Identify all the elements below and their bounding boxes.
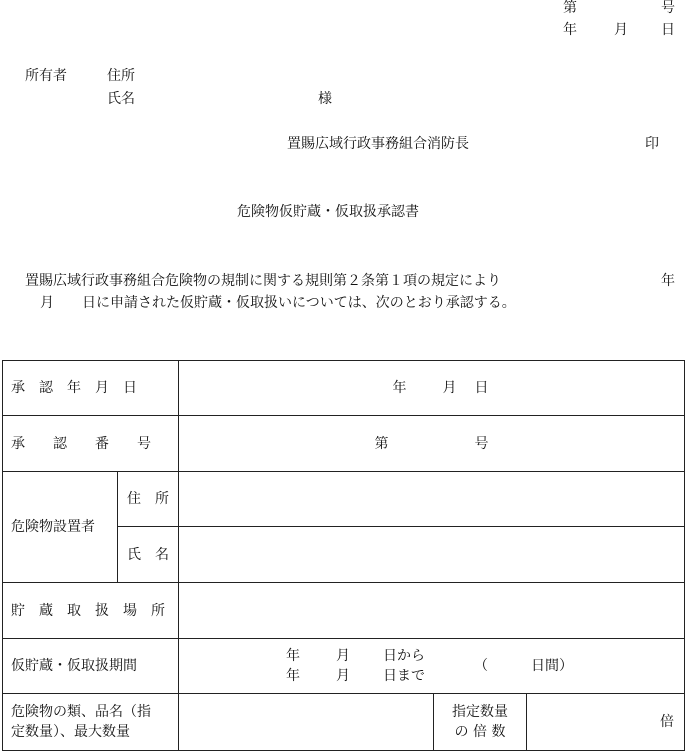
hazmat-label-line-2: 定数量）、最大数量 [11,724,130,740]
document-title: 危険物仮貯蔵・仮取扱承認書 [237,204,419,220]
installer-label [3,472,118,583]
storage-place-field[interactable] [179,583,685,639]
row-storage-place [3,583,685,639]
installer-address-label-text: 住 所 [127,491,169,507]
issuer-seal: 印 [645,136,659,152]
owner-address-label: 住所 [107,68,135,84]
period-days-suffix: 日間） [531,658,573,674]
row-approval-date [3,361,685,416]
approval-date-hi: 日 [474,380,489,396]
period-field[interactable] [179,639,685,694]
period-from-suffix: 日から [383,648,425,664]
period-label [3,639,179,694]
installer-label-text: 危険物設置者 [11,519,95,535]
approval-date-tsuki: 月 [442,380,457,396]
installer-name-label [118,527,179,583]
header-date-tsuki: 月 [614,22,628,38]
period-label-text: 仮貯蔵・仮取扱期間 [11,658,137,674]
row-hazmat [3,694,685,751]
body-line-1: 置賜広域行政事務組合危険物の規制に関する規則第２条第１項の規定により [25,273,501,289]
hazmat-label [3,694,179,751]
hazmat-label-line-1: 危険物の類、品名（指 [11,704,151,720]
period-days-open: （ [474,658,488,674]
multiple-label-line-2: の 倍 数 [454,724,506,740]
approval-number-label-text: 承 認 番 号 [11,435,151,452]
header-number-dai: 第 [563,0,577,16]
approval-date-label-text: 承 認 年 月 日 [11,380,137,396]
approval-form-table [2,360,685,751]
period-to-suffix: 日まで [383,668,425,684]
installer-name-label-text: 氏 名 [127,546,169,563]
multiple-field[interactable] [527,694,685,751]
period-to-nen: 年 [286,668,300,684]
hazmat-field[interactable] [179,694,434,751]
issuer-name: 置賜広域行政事務組合消防長 [287,136,469,152]
installer-address-field[interactable] [179,472,685,527]
owner-label: 所有者 [25,68,67,84]
approval-number-dai: 第 [374,435,389,452]
body-line-2: 月 日に申請された仮貯蔵・仮取扱いについては、次のとおり承認する。 [40,295,516,311]
row-approval-number [3,416,685,472]
row-installer-address [3,472,685,527]
storage-place-label [3,583,179,639]
row-period [3,639,685,694]
multiple-label-line-1: 指定数量 [452,704,508,720]
period-from-nen: 年 [286,648,300,664]
multiple-unit: 倍 [660,714,675,730]
owner-name-label: 氏名 [107,91,135,107]
header-date-nen: 年 [563,22,577,38]
body-line-1-nen: 年 [661,273,675,289]
storage-place-label-text: 貯 蔵 取 扱 場 所 [11,602,165,619]
installer-name-field[interactable] [179,527,685,583]
honorific: 様 [318,91,332,107]
approval-date-nen: 年 [392,380,407,396]
approval-number-label [3,416,179,472]
period-from-tsuki: 月 [336,648,350,664]
approval-number-value[interactable] [179,416,685,472]
approval-number-go: 号 [474,435,489,452]
approval-date-value[interactable] [179,361,685,416]
header-date-hi: 日 [661,22,675,38]
multiple-label [434,694,527,751]
approval-date-label [3,361,179,416]
header-number-go: 号 [661,0,675,16]
installer-address-label [118,472,179,527]
period-to-tsuki: 月 [336,668,350,684]
